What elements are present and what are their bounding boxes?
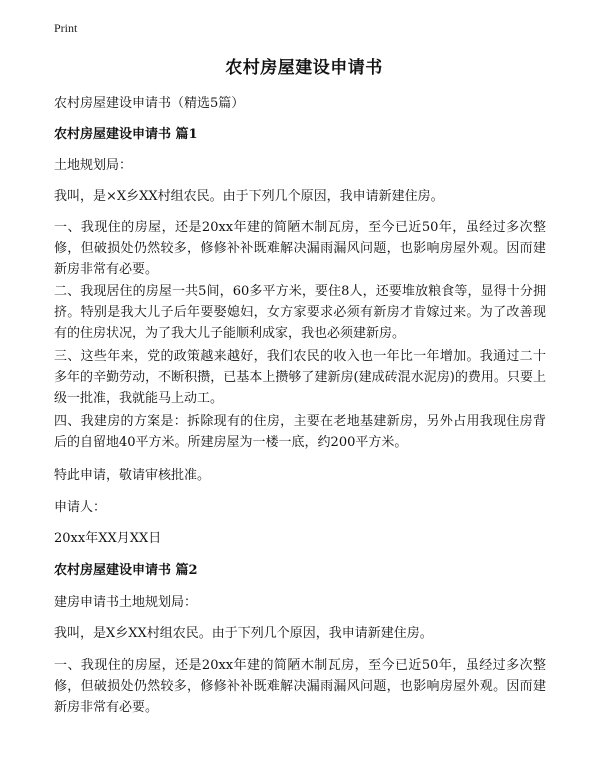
section-2-paragraph-3: 一、我现住的房屋，还是20xx年建的简陋木制瓦房，至今已近50年，虽经过多次整修，但破损处仍然较多，修修补补既难解决漏雨漏风问题，也影响房屋外观。因而建新房非常有必要。 — [54, 658, 546, 715]
document-title: 农村房屋建设申请书 — [225, 58, 383, 78]
print-link[interactable]: Print — [54, 21, 78, 35]
section-1-heading: 农村房屋建设申请书 篇1 — [54, 127, 198, 142]
section-1-paragraph-9: 20xx年XX月XX日 — [54, 531, 162, 546]
section-2-paragraph-1: 建房申请书土地规划局： — [54, 595, 198, 610]
section-1-paragraph-7: 特此申请，敬请审核批准。 — [54, 468, 211, 483]
section-2-heading: 农村房屋建设申请书 篇2 — [54, 563, 198, 578]
section-2-paragraph-2: 我叫，是X乡XX村组农民。由于下列几个原因，我申请新建住房。 — [54, 626, 433, 641]
document-subtitle: 农村房屋建设申请书（精选5篇） — [54, 96, 245, 111]
section-1-paragraph-5: 三、这些年来，党的政策越来越好，我们农民的收入也一年比一年增加。我通过二十多年的辛勤劳动，不断积攒，已基本上攒够了建新房(建成砖混水泥房)的费用。只要上级一批准，我就能马上动工。 — [54, 349, 546, 406]
section-1-paragraph-8: 申请人： — [54, 500, 107, 515]
section-1-paragraph-2: 我叫，是×X乡XX村组农民。由于下列几个原因，我申请新建住房。 — [54, 189, 444, 204]
section-1-paragraph-6: 四、我建房的方案是：拆除现有的住房，主要在老地基建新房，另外占用我现住房背后的自留地40平方米。所建房屋为一楼一底，约200平方米。 — [54, 414, 546, 450]
section-1-paragraph-3: 一、我现住的房屋，还是20xx年建的简陋木制瓦房，至今已近50年，虽经过多次整修，但破损处仍然较多，修修补补既难解决漏雨漏风问题，也影响房屋外观。因而建新房非常有必要。 — [54, 220, 546, 277]
section-1-paragraph-1: 土地规划局： — [54, 158, 133, 173]
section-1-paragraph-4: 二、我现居住的房屋一共5间，60多平方米，要住8人，还要堆放粮食等，显得十分拥挤。特别是我大儿子后年要娶媳妇，女方家要求必须有新房才肯嫁过来。为了改善现有的住房状况，为了我大儿子能顺利成家，我也必须建新房。 — [54, 284, 546, 341]
